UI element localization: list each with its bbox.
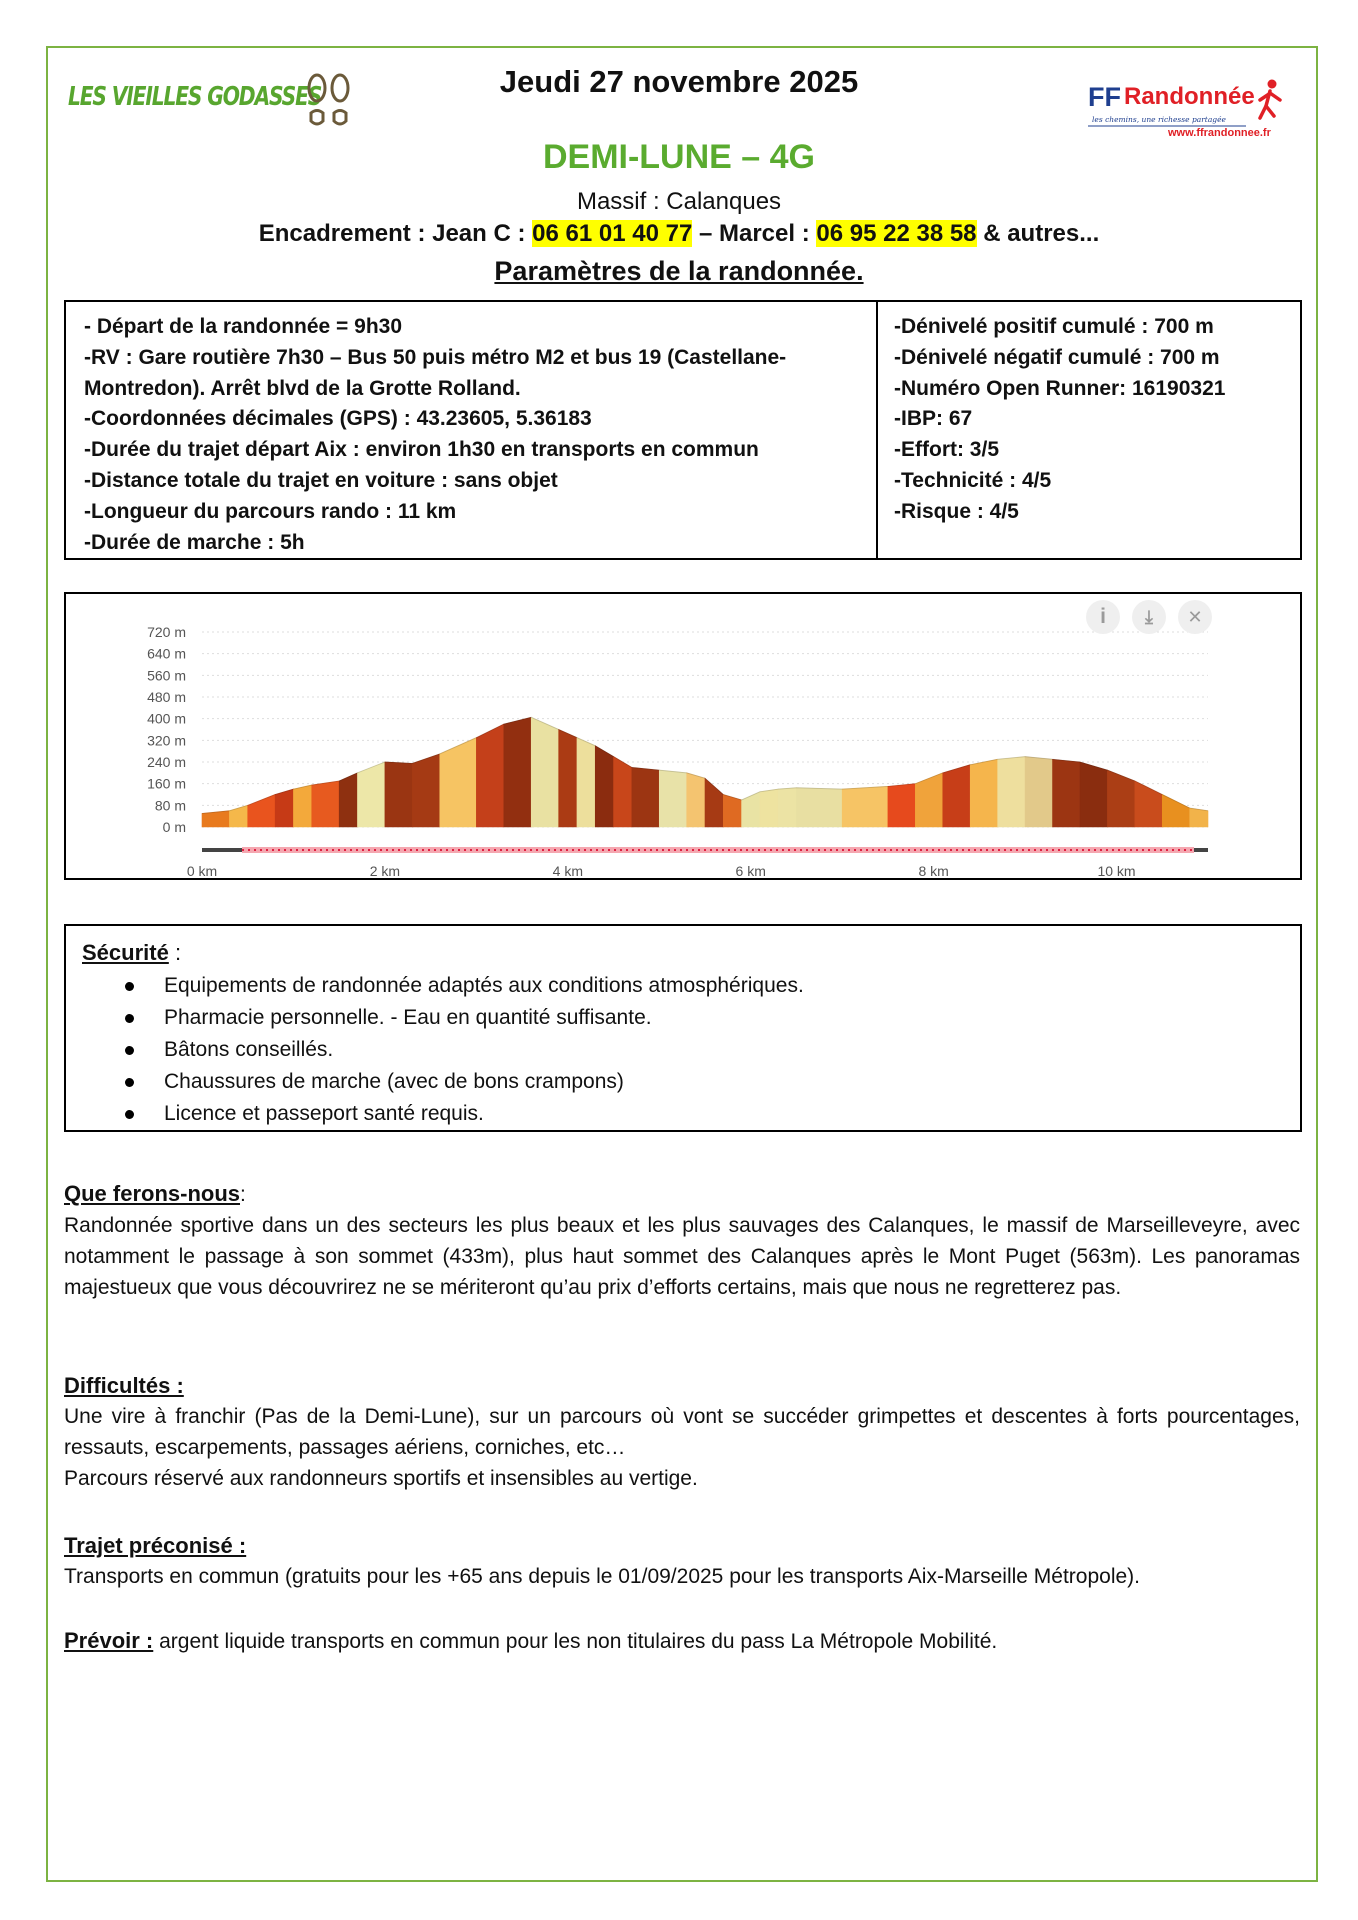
param-line: Montredon). Arrêt blvd de la Grotte Rolland. [84,376,521,400]
profile-segment [1080,762,1107,827]
ffr-brand-rando: Randonnée [1124,83,1255,110]
difficultes-text: Une vire à franchir (Pas de la Demi-Lune), sur un parcours où vont se succéder grimpettes et descentes à forts pourcentages, ressauts, escarpements, passages aériens, corniches, etc… [64,1405,1300,1459]
y-tick-label: 720 m [147,624,186,640]
y-tick-label: 0 m [162,819,186,835]
difficultes-title: Difficultés : [64,1373,184,1398]
securite-item: Pharmacie personnelle. - Eau en quantité suffisante. [164,1006,652,1029]
y-tick-label: 240 m [147,754,186,770]
x-tick-label: 6 km [735,863,766,878]
y-tick-label: 640 m [147,645,186,662]
profile-segment [293,785,311,827]
profile-segment [659,770,686,827]
profile-segment [778,788,796,827]
param-line: -Coordonnées décimales (GPS) : 43.23605, 5.36183 [84,407,592,431]
profile-segment [577,738,595,827]
params-right-column [878,302,1300,558]
profile-segment [842,786,888,827]
hike-date: Jeudi 27 novembre 2025 [499,64,859,99]
profile-segment [339,773,357,827]
download-icon[interactable]: ⤓ [1132,600,1166,634]
profile-segment [705,778,723,827]
que-ferons-nous-section [64,1178,1300,1303]
y-tick-label: 160 m [147,775,186,792]
profile-segment [385,762,412,827]
info-icon[interactable]: i [1086,600,1120,634]
encadrement-line [0,220,1358,248]
securite-item: Equipements de randonnée adaptés aux conditions atmosphériques. [164,974,804,997]
hiker-icon [1260,80,1280,119]
profile-segment [1190,808,1208,827]
profile-segment [1162,795,1189,828]
profile-segment [357,762,384,827]
elevation-profile-box [64,592,1302,880]
y-tick-label: 320 m [147,732,186,749]
securite-title: Sécurité [82,940,169,965]
list-item [82,1098,1284,1130]
profile-segment [1107,770,1134,827]
params-table [64,300,1302,560]
que-ferons-nous-colon: : [240,1183,246,1206]
y-tick-label: 560 m [147,667,186,684]
profile-segment [1025,757,1052,827]
x-tick-label: 8 km [918,863,949,878]
x-tick-label: 0 km [186,863,218,878]
list-item [82,1002,1284,1034]
ffrandonnee-logo [1086,76,1292,140]
elevation-chart [66,594,1300,878]
profile-segment [998,757,1025,827]
param-line: -IBP: 67 [894,407,973,431]
profile-segment [312,781,339,827]
difficultes-text-2: Parcours réservé aux randonneurs sportifs et insensibles au vertige. [64,1467,698,1490]
ffr-brand-ff: FF [1088,82,1121,112]
list-item [82,1066,1284,1098]
encadrement-middle: – Marcel : [692,220,817,247]
ffr-url: www.ffrandonnee.fr [1168,127,1271,139]
profile-segment [970,759,997,827]
close-icon[interactable]: ✕ [1178,600,1212,634]
securite-item: Licence et passeport santé requis. [164,1102,484,1125]
list-item [82,1034,1284,1066]
profile-segment [687,773,705,827]
profile-segment [742,792,760,827]
profile-segment [248,795,275,828]
y-tick-label: 80 m [154,797,186,814]
y-tick-label: 400 m [147,710,186,727]
param-line: -Longueur du parcours rando : 11 km [84,499,457,523]
params-left-column [66,302,878,558]
profile-segment [943,765,970,827]
x-tick-label: 4 km [552,863,583,878]
trajet-text: Transports en commun (gratuits pour les +65 ans depuis le 01/09/2025 pour les transports Aix-Marseille Métropole). [64,1565,1141,1588]
profile-segment [915,773,942,827]
x-tick-label: 10 km [1097,863,1136,878]
param-line: -RV : Gare routière 7h30 – Bus 50 puis métro M2 et bus 19 (Castellane- [84,345,787,369]
securite-list [82,970,1284,1130]
profile-segment [531,717,558,827]
prevoir-title: Prévoir : [64,1628,154,1653]
encadrement-prefix: Encadrement : Jean C : [258,220,533,247]
profile-segment [888,784,915,827]
profile-segment [476,724,503,827]
securite-colon: : [168,940,182,965]
list-item [82,970,1284,1002]
profile-segment [275,789,293,827]
profile-segment [504,717,531,827]
que-ferons-nous-text: Randonnée sportive dans un des secteurs les plus beaux et les plus sauvages des Calanques, le massif de Marseilleveyre, avec notamment le passage à son sommet (433m), plus haut sommet des Calanques après le Mont Puget (563m). Les panoramas majestueux que vous découvrirez ne se mériteront qu’au prix d’efforts certains, mais que nous ne regretterez pas. [64,1214,1300,1299]
params-heading: Paramètres de la randonnée. [494,256,864,286]
profile-segment [229,805,247,827]
profile-segment [1053,759,1080,827]
club-logo-text: LES VIEILLES GODASSES [68,82,322,112]
profile-segment [559,730,577,828]
que-ferons-nous-title: Que ferons-nous [64,1181,241,1206]
param-line: -Distance totale du trajet en voiture : sans objet [84,468,558,492]
securite-item: Bâtons conseillés. [164,1038,334,1061]
profile-segment [796,788,842,827]
prevoir-section [64,1625,1300,1657]
profile-segment [632,767,659,827]
y-tick-label: 480 m [147,689,186,705]
profile-segment [614,757,632,827]
phone-marcel: 06 95 22 38 58 [816,220,977,247]
trajet-section [64,1530,1300,1592]
param-line: - Départ de la randonnée = 9h30 [84,315,403,338]
phone-jean: 06 61 01 40 77 [532,220,693,247]
trajet-title: Trajet préconisé : [64,1533,247,1558]
encadrement-suffix: & autres... [976,220,1100,247]
param-line: -Durée du trajet départ Aix : environ 1h30 en transports en commun [84,438,759,462]
profile-segment [760,789,778,827]
profile-segment [595,746,613,827]
prevoir-text: argent liquide transports en commun pour les non titulaires du pass La Métropole Mobilité. [153,1630,998,1653]
massif-label: Massif : Calanques [576,188,782,215]
param-line: -Technicité : 4/5 [894,468,1052,492]
param-line: -Dénivelé positif cumulé : 700 m [894,315,1214,338]
difficultes-section [64,1370,1300,1494]
param-line: -Effort: 3/5 [894,438,999,462]
securite-item: Chaussures de marche (avec de bons crampons) [164,1070,624,1093]
x-tick-label: 2 km [369,863,401,878]
profile-segment [412,754,439,827]
param-line: -Numéro Open Runner: 16190321 [894,376,1226,400]
hike-title: DEMI-LUNE – 4G [542,138,816,176]
ffr-tagline: les chemins, une richesse partagée [1092,115,1226,124]
param-line: -Dénivelé négatif cumulé : 700 m [894,345,1220,369]
securite-box [64,924,1302,1132]
param-line: -Durée de marche : 5h [84,530,305,554]
param-line: -Risque : 4/5 [894,499,1019,523]
